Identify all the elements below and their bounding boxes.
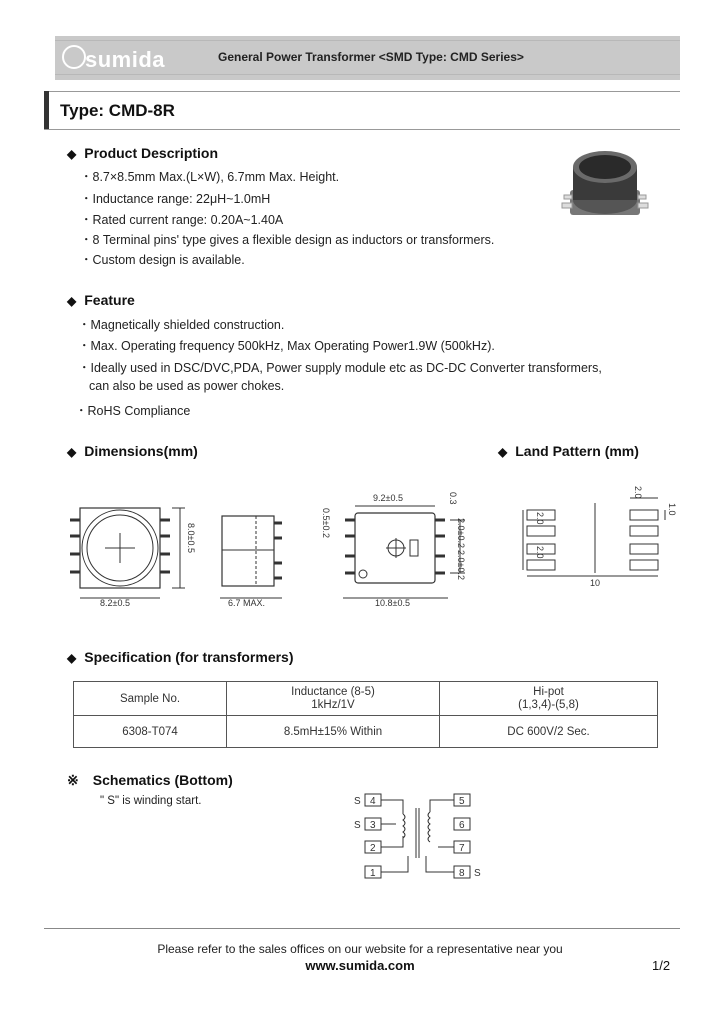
page-number: 1/2 (652, 958, 671, 973)
desc-bullet: ・Inductance range: 22μH~1.0mH (80, 192, 271, 206)
reference-mark-icon: ※ (67, 772, 79, 788)
dimensions-heading: ◆ Dimensions(mm) (67, 443, 198, 459)
schematic-diagram (348, 786, 488, 886)
diamond-bullet-icon: ◆ (498, 445, 508, 459)
diamond-bullet-icon: ◆ (67, 294, 77, 308)
desc-bullet: ・Custom design is available. (80, 253, 245, 267)
type-title-bar (44, 91, 49, 129)
winding-start-mark: S (474, 868, 481, 879)
pin-label: 3 (370, 820, 376, 831)
desc-bullet: ・8 Terminal pins' type gives a flexible design as inductors or transformers. (80, 233, 495, 247)
sumida-logo-icon (62, 45, 86, 69)
pin-label: 1 (370, 868, 376, 879)
footer-divider (44, 928, 680, 929)
specification-heading: ◆ Specification (for transformers) (67, 649, 294, 665)
land-pitch-b: 2.0 (535, 546, 545, 559)
feature-bullet: ・Ideally used in DSC/DVC,PDA, Power supply module etc as DC-DC Converter transformers, (78, 361, 602, 375)
table-cell: DC 600V/2 Sec. (440, 716, 658, 748)
table-cell: 8.5mH±15% Within (227, 716, 440, 748)
brand-logo: sumida (85, 47, 166, 72)
feature-heading: ◆ Feature (67, 292, 135, 308)
feature-bullet: ・RoHS Compliance (75, 404, 191, 418)
dim-edge: 0.3 (448, 492, 458, 505)
pin-label: 4 (370, 796, 376, 807)
table-header-row (74, 682, 658, 716)
winding-start-mark: S (354, 820, 361, 831)
side-view (220, 516, 282, 598)
footer-text: Please refer to the sales offices on our website for a representative near you (157, 942, 563, 956)
table-header-cell: Hi-pot (1,3,4)-(5,8) (440, 682, 658, 716)
table-row (74, 716, 658, 748)
land-span: 10 (590, 578, 601, 588)
desc-bullet: ・Rated current range: 0.20A~1.40A (80, 213, 284, 227)
pin-label: 2 (370, 843, 376, 854)
pin-label: 7 (459, 843, 465, 854)
land-pitch-a: 2.0 (535, 512, 545, 525)
product-photo (550, 145, 660, 235)
header-title: General Power Transformer <SMD Type: CMD Series> (218, 50, 524, 64)
feature-bullet: ・Magnetically shielded construction. (78, 318, 285, 332)
footer-website-link[interactable]: www.sumida.com (305, 958, 415, 973)
dimension-drawing (60, 478, 480, 613)
table-header-cell: Inductance (8-5) 1kHz/1V (227, 682, 440, 716)
dim-bottom-total: 10.8±0.5 (375, 598, 410, 608)
land-pattern-heading: ◆ Land Pattern (mm) (498, 443, 639, 459)
table-cell: 6308-T074 (74, 716, 227, 748)
diamond-bullet-icon: ◆ (67, 445, 77, 459)
dim-pitch-1: 2.0±0.2 (456, 518, 466, 548)
desc-bullet: ・8.7×8.5mm Max.(L×W), 6.7mm Max. Height. (80, 170, 340, 184)
dim-side-height: 6.7 MAX. (228, 598, 266, 608)
schematics-heading: ※ Schematics (Bottom) (67, 772, 233, 788)
dim-top-height: 8.0±0.5 (186, 523, 196, 553)
pin-label: 5 (459, 796, 465, 807)
bottom-view (343, 506, 465, 598)
schematics-note: " S" is winding start. (100, 795, 202, 807)
specification-table (73, 681, 658, 748)
dim-pin-width: 0.5±0.2 (321, 508, 331, 538)
pin-label: 6 (459, 820, 465, 831)
page-title: Type: CMD-8R (60, 101, 175, 120)
diamond-bullet-icon: ◆ (67, 147, 77, 161)
diamond-bullet-icon: ◆ (67, 651, 77, 665)
land-pads (523, 498, 665, 576)
land-pattern-drawing (515, 478, 685, 593)
pin-label: 8 (459, 868, 465, 879)
land-pad-height: 1.0 (667, 503, 677, 516)
dim-pitch-2: 2.0±0.2 (456, 550, 466, 580)
feature-bullet: ・Max. Operating frequency 500kHz, Max Operating Power1.9W (500kHz). (78, 339, 495, 353)
top-view (70, 508, 185, 598)
feature-bullet: can also be used as power chokes. (89, 379, 285, 393)
table-header-cell: Sample No. (74, 682, 227, 716)
land-pad-width: 2.0 (633, 486, 643, 499)
product-description-heading: ◆ Product Description (67, 145, 219, 161)
dim-top-width: 8.2±0.5 (100, 598, 130, 608)
dim-bottom-width: 9.2±0.5 (373, 493, 403, 503)
winding-start-mark: S (354, 796, 361, 807)
